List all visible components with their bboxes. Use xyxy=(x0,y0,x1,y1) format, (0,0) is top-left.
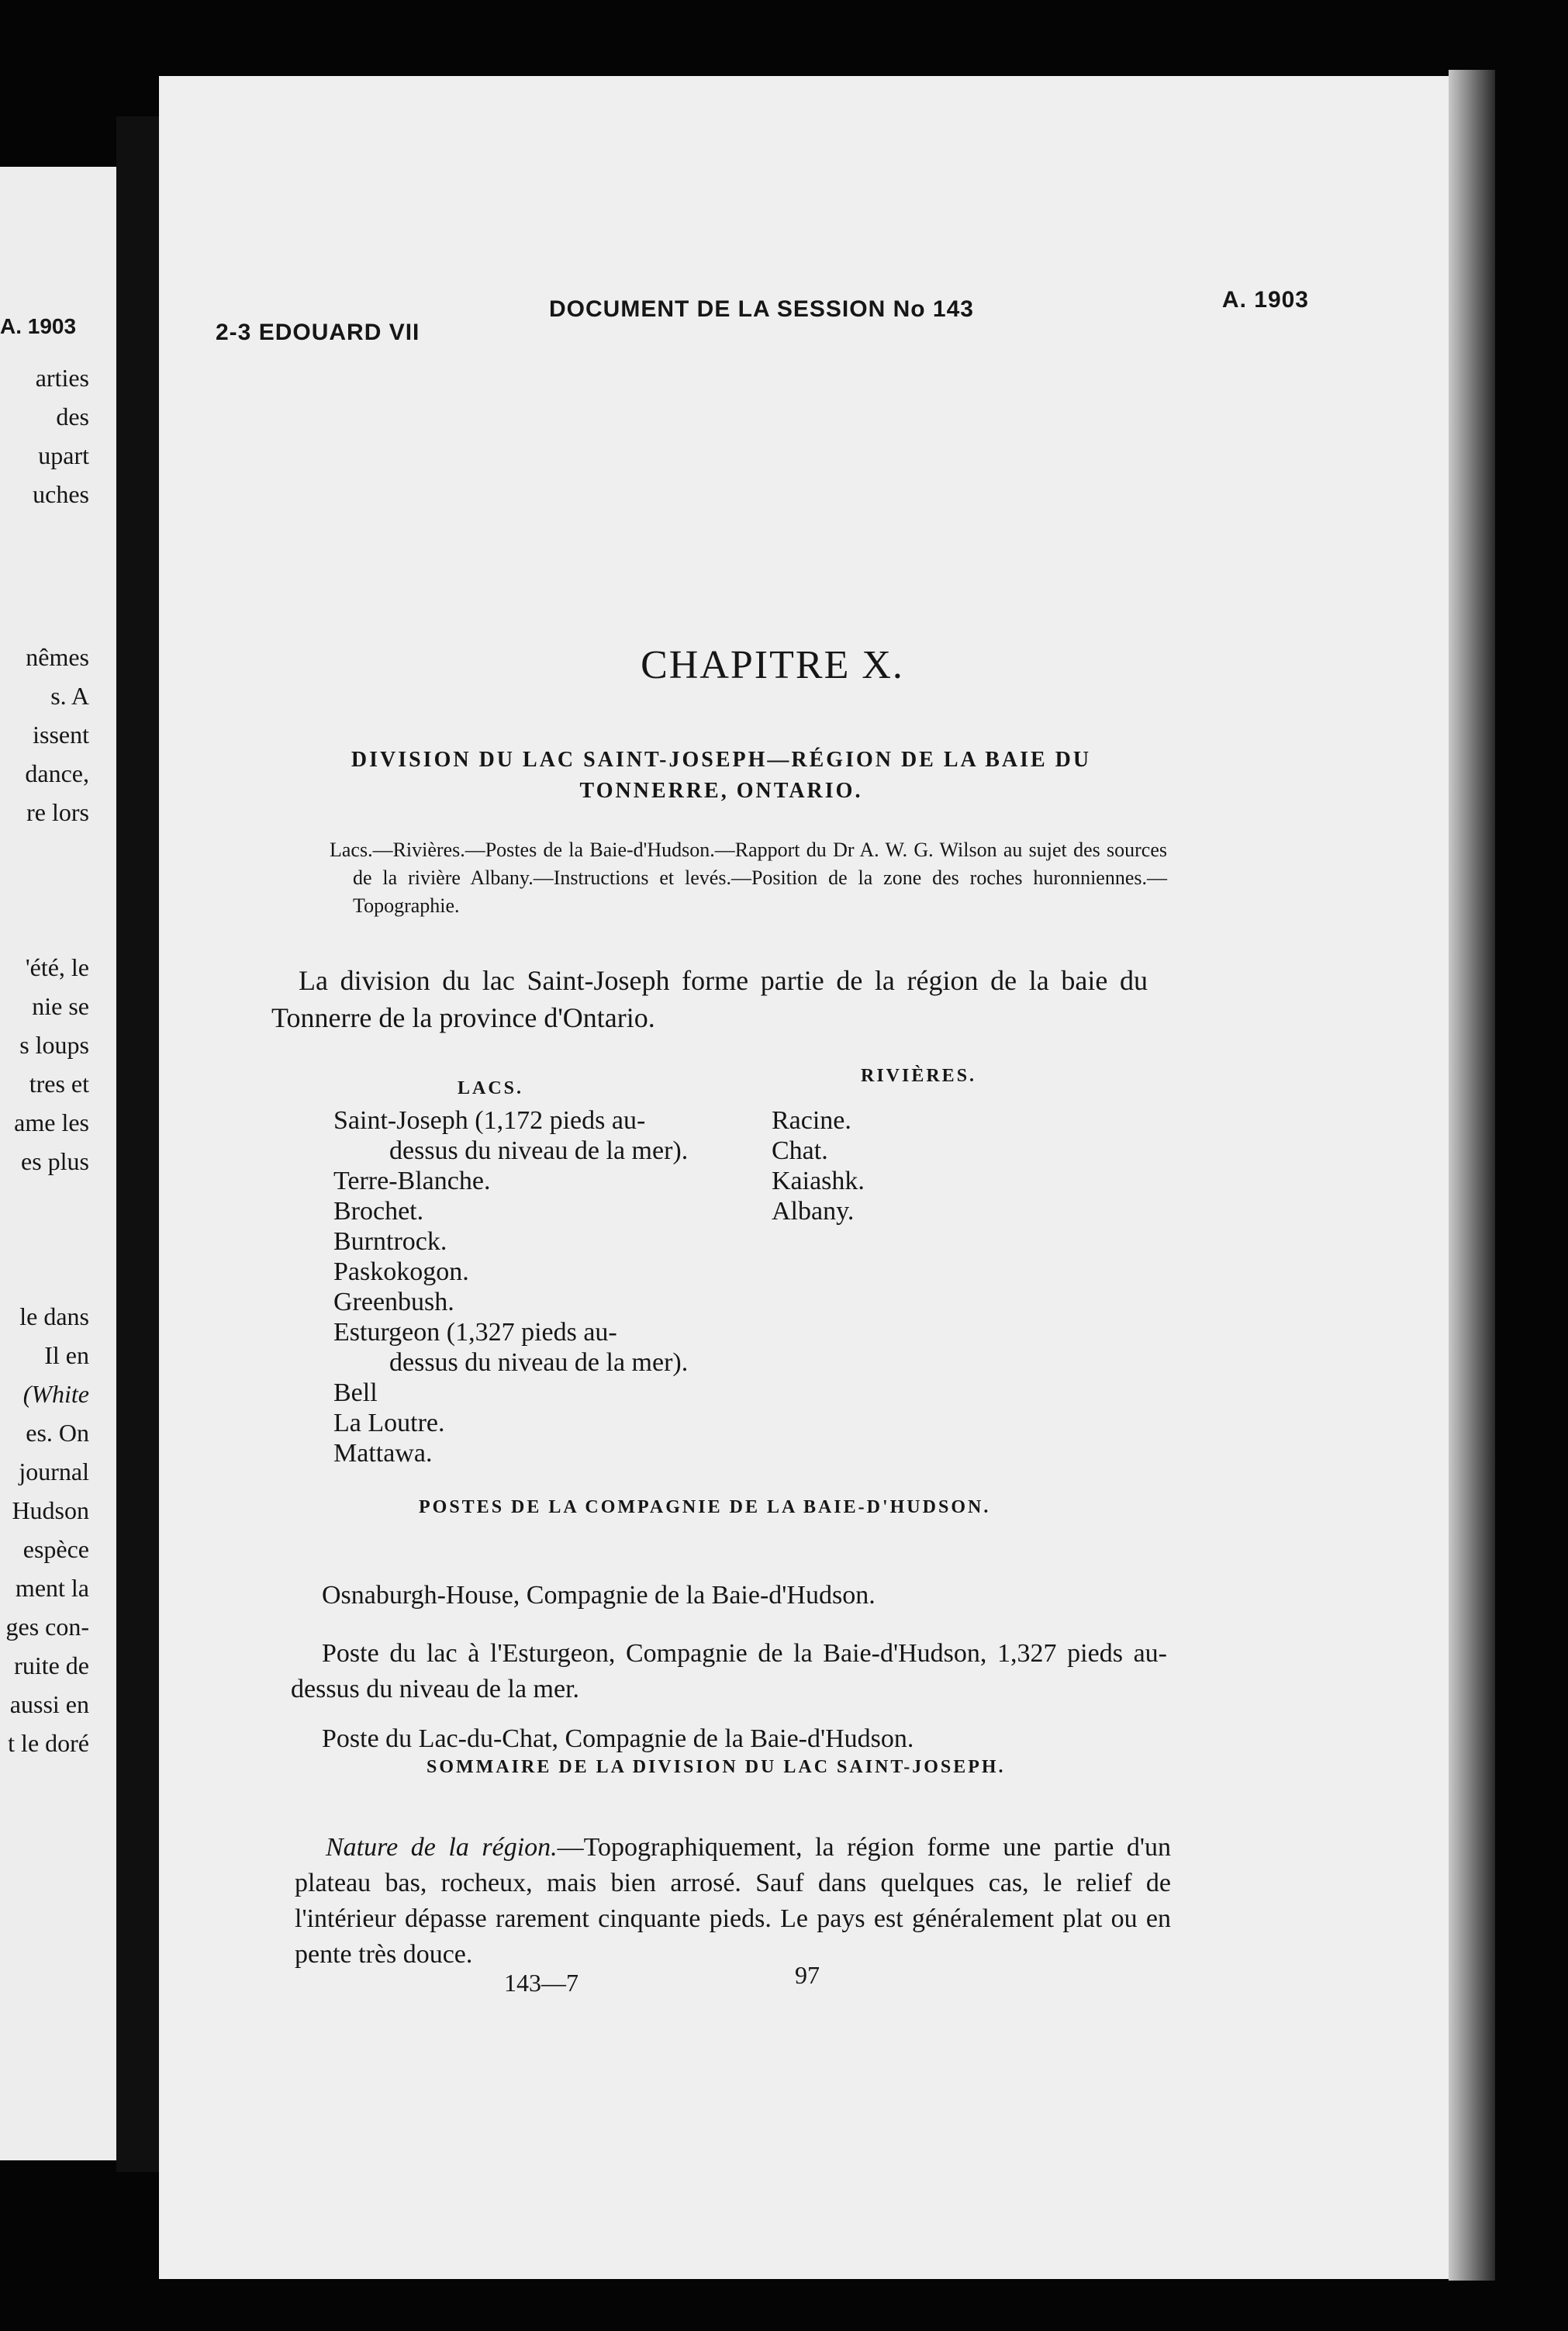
river-item: Racine. xyxy=(772,1106,851,1135)
nature-lead: Nature de la région. xyxy=(326,1833,558,1862)
left-page-line: upart xyxy=(38,441,89,469)
running-head-center: DOCUMENT DE LA SESSION No 143 xyxy=(549,296,974,322)
left-page-header: A. 1903 xyxy=(0,314,77,338)
river-item: Albany. xyxy=(772,1197,855,1226)
left-page-line: dance, xyxy=(25,759,89,787)
left-page-line: es plus xyxy=(21,1147,89,1175)
intro-paragraph: La division du lac Saint-Joseph forme partie de la région de la baie du Tonnerre de la province d'Ontario. xyxy=(271,965,1148,1033)
left-page-line: s loups xyxy=(19,1031,89,1059)
post-paragraph: Osnaburgh-House, Compagnie de la Baie-d'Hudson. xyxy=(322,1581,876,1610)
chapter-title: CHAPITRE X. xyxy=(641,643,904,687)
book-spine xyxy=(116,116,159,2172)
rivers-heading: RIVIÈRES. xyxy=(861,1066,977,1086)
left-page-line: Hudson xyxy=(12,1496,89,1524)
post-paragraph: Poste du lac à l'Esturgeon, Compagnie de la Baie-d'Hudson, 1,327 pieds au-dessus du niveau de la mer. xyxy=(291,1639,1167,1703)
left-page-line: (White xyxy=(22,1380,89,1408)
river-item: Chat. xyxy=(772,1136,828,1165)
left-page-line: es. On xyxy=(26,1419,89,1447)
left-page-line: ruite de xyxy=(14,1651,89,1679)
river-item: Kaiashk. xyxy=(772,1167,865,1195)
lake-item: Brochet. xyxy=(333,1197,424,1226)
summary-heading: SOMMAIRE DE LA DIVISION DU LAC SAINT-JOSEPH. xyxy=(427,1757,1006,1777)
left-page-line: ame les xyxy=(14,1108,89,1136)
lake-item: Paskokogon. xyxy=(333,1257,469,1286)
folio-signature: 143—7 xyxy=(504,1969,579,1997)
left-page-line: issent xyxy=(33,721,89,749)
rivers-list xyxy=(772,1105,1004,1226)
division-title: DIVISION DU LAC SAINT-JOSEPH—RÉGION DE LA BAIE DU TONNERRE, ONTARIO. xyxy=(351,748,1092,803)
left-page-line: aussi en xyxy=(9,1690,89,1718)
lake-item: Saint-Joseph (1,172 pieds au- xyxy=(333,1106,646,1135)
lake-item: Burntrock. xyxy=(333,1227,447,1256)
lake-item: Esturgeon (1,327 pieds au- xyxy=(333,1318,617,1347)
running-head-right: A. 1903 xyxy=(1221,287,1309,313)
left-page-line: 'été, le xyxy=(25,953,89,981)
nature-text: —Topographiquement, la région forme une partie d'un plateau bas, rocheux, mais bien arrosé. Sauf dans quelques cas, le relief de l'intérieur dépasse rarement cinquante pieds. Le pays est généralement plat ou en pente très douce. xyxy=(295,1833,1171,1969)
left-page-line: journal xyxy=(19,1458,89,1485)
page-number: 97 xyxy=(795,1961,820,1989)
post-paragraph: Poste du Lac-du-Chat, Compagnie de la Baie-d'Hudson. xyxy=(322,1724,914,1753)
lakes-heading: LACS. xyxy=(458,1078,524,1098)
left-page-line: tres et xyxy=(29,1070,89,1098)
left-page-line: nêmes xyxy=(26,643,89,671)
running-head xyxy=(216,287,1309,345)
lake-item: Mattawa. xyxy=(333,1439,433,1468)
left-page-line: des xyxy=(56,403,89,431)
left-page-line: ges con- xyxy=(5,1613,89,1641)
posts-heading: POSTES DE LA COMPAGNIE DE LA BAIE-D'HUDSON. xyxy=(419,1497,991,1517)
lake-item: dessus du niveau de la mer). xyxy=(389,1348,689,1377)
lake-item: Bell xyxy=(333,1378,378,1407)
left-page-line: t le doré xyxy=(8,1729,89,1757)
left-page-line: re lors xyxy=(26,798,89,826)
left-page-line: ment la xyxy=(15,1574,89,1602)
running-head-left: 2-3 EDOUARD VII xyxy=(216,320,420,345)
chapter-summary: Lacs.—Rivières.—Postes de la Baie-d'Hudson.—Rapport du Dr A. W. G. Wilson au sujet des sources de la rivière Albany.—Instructions et levés.—Position de la zone des roches huronniennes.—Topographie. xyxy=(330,839,1167,917)
left-page-line: le dans xyxy=(19,1302,89,1330)
nature-paragraph xyxy=(295,1830,1171,1973)
left-page-line: uches xyxy=(33,480,89,508)
page-edge-shadow xyxy=(1449,70,1495,2281)
left-page-line: nie se xyxy=(32,992,89,1020)
left-page-line: espèce xyxy=(22,1535,89,1563)
lake-item: La Loutre. xyxy=(333,1409,445,1437)
lake-item: Terre-Blanche. xyxy=(333,1167,491,1195)
left-facing-page xyxy=(0,167,128,2160)
left-page-line: s. A xyxy=(50,682,89,710)
lakes-list xyxy=(333,1105,768,1468)
lake-item: dessus du niveau de la mer). xyxy=(389,1136,689,1165)
lake-item: Greenbush. xyxy=(333,1288,454,1316)
left-page-line: arties xyxy=(35,364,89,392)
left-page-line: Il en xyxy=(44,1341,89,1369)
